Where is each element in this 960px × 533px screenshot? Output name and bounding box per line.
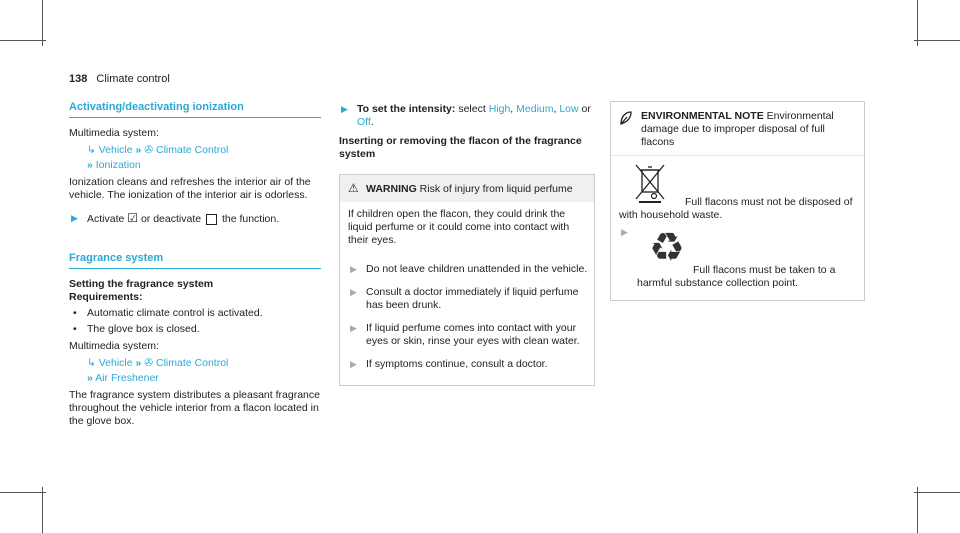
separator: , [553,103,557,115]
fragrance-heading: Fragrance system [69,252,321,269]
nav-vehicle[interactable]: Vehicle [98,144,133,156]
intensity-label: To set the intensity: [357,103,456,115]
fan-icon: ✇ [144,357,154,369]
crop-mark [0,492,46,493]
column-left [69,101,321,432]
warning-step-text: If symptoms continue, consult a doctor. [366,358,548,370]
ionization-heading: Activating/deactivating ionization [69,101,321,118]
nav-climate-control[interactable]: Climate Control [156,357,229,369]
intensity-text: select [458,103,486,115]
warning-step [340,286,594,312]
environment-title: Environmental damage due to improper disposal of full flacons [641,110,834,148]
page-number: 138 [69,73,88,85]
option-low[interactable]: Low [559,103,579,115]
collection-note [611,222,864,290]
ionization-nav-path [69,144,321,157]
nav-vehicle[interactable]: Vehicle [98,357,133,369]
requirement-item: • The glove box is closed. [69,323,321,336]
step-arrow-icon: ▶ [350,323,357,333]
disposal-text: Full flacons must not be disposed of with household waste. [619,196,853,221]
environment-header [611,102,864,156]
return-arrow-icon: ↳ [87,357,96,369]
ionization-intro: Multimedia system: [69,127,159,139]
collection-text: Full flacons must be taken to a harmful substance collection point. [637,264,836,289]
warning-header [340,175,594,202]
ionization-nav-path-2 [69,159,321,172]
crop-mark [914,492,960,493]
leaf-icon [619,110,641,149]
double-chevron-icon: » [87,159,93,171]
nav-climate-control[interactable]: Climate Control [156,144,229,156]
step-arrow-icon: ▶ [71,213,78,223]
recycle-icon: ♻ [649,226,685,270]
period: . [370,116,374,128]
option-high[interactable]: High [488,103,511,115]
separator: , [510,103,514,115]
step-text-activate: Activate [87,213,125,225]
inserting-heading: Inserting or removing the flacon of the fragrance system [339,135,582,160]
double-chevron-icon: » [87,372,93,384]
step-arrow-icon: ▶ [350,264,357,274]
crop-mark [0,40,46,41]
fragrance-body: The fragrance system distributes a pleasant fragrance throughout the vehicle interior from a flacon located in the glove box. [69,389,320,427]
crop-mark [917,487,918,533]
double-chevron-icon: » [135,144,142,156]
environment-box [610,101,865,301]
crop-mark [42,487,43,533]
option-medium[interactable]: Medium [516,103,554,115]
crop-mark [914,40,960,41]
step-arrow-icon: ▶ [621,227,628,237]
warning-step [340,263,594,276]
warning-box [339,174,595,386]
step-arrow-icon: ▶ [341,104,348,114]
step-text-or: or deactivate [140,213,202,225]
fan-icon: ✇ [144,144,154,156]
double-chevron-icon: » [135,357,142,369]
warning-step-text: Do not leave children unattended in the vehicle. [366,263,588,275]
disposal-note [611,156,864,222]
nav-ionization[interactable]: Ionization [95,159,141,171]
return-arrow-icon: ↳ [87,144,96,156]
ionization-step [69,212,321,226]
option-off[interactable]: Off [357,116,371,128]
column-middle [339,101,594,161]
warning-title: Risk of injury from liquid perfume [419,183,573,195]
environment-label: ENVIRONMENTAL NOTE [641,110,764,122]
step-arrow-icon: ▶ [350,287,357,297]
intensity-or: or [581,103,591,115]
fragrance-intro: Multimedia system: [69,340,159,352]
page-header [69,73,170,86]
fragrance-nav-path-2 [69,372,321,385]
warning-body: If children open the flacon, they could drink the liquid perfume or it could come into contact with their eyes. [340,202,594,253]
fragrance-subheading: Setting the fragrance system [69,278,214,290]
checkbox-checked-icon: ☑ [127,211,139,225]
warning-step [340,322,594,348]
warning-label: WARNING [366,183,417,195]
ionization-body: Ionization cleans and refreshes the interior air of the vehicle. The ionization of the interior air is odorless. [69,176,311,201]
intensity-step [339,103,594,129]
nav-air-freshener[interactable]: Air Freshener [95,372,159,384]
fragrance-nav-path [69,357,321,370]
requirements-label: Requirements: [69,291,143,303]
warning-step [340,358,594,371]
step-text-end: the function. [221,213,280,225]
warning-step-text: Consult a doctor immediately if liquid perfume has been drunk. [366,286,579,311]
checkbox-empty-icon [206,214,217,225]
page-title: Climate control [96,73,170,85]
step-arrow-icon: ▶ [350,359,357,369]
warning-triangle-icon: ⚠ [348,181,359,195]
requirement-item: • Automatic climate control is activated. [69,307,321,320]
warning-step-text: If liquid perfume comes into contact with your eyes or skin, rinse your eyes with clean water. [366,322,580,347]
